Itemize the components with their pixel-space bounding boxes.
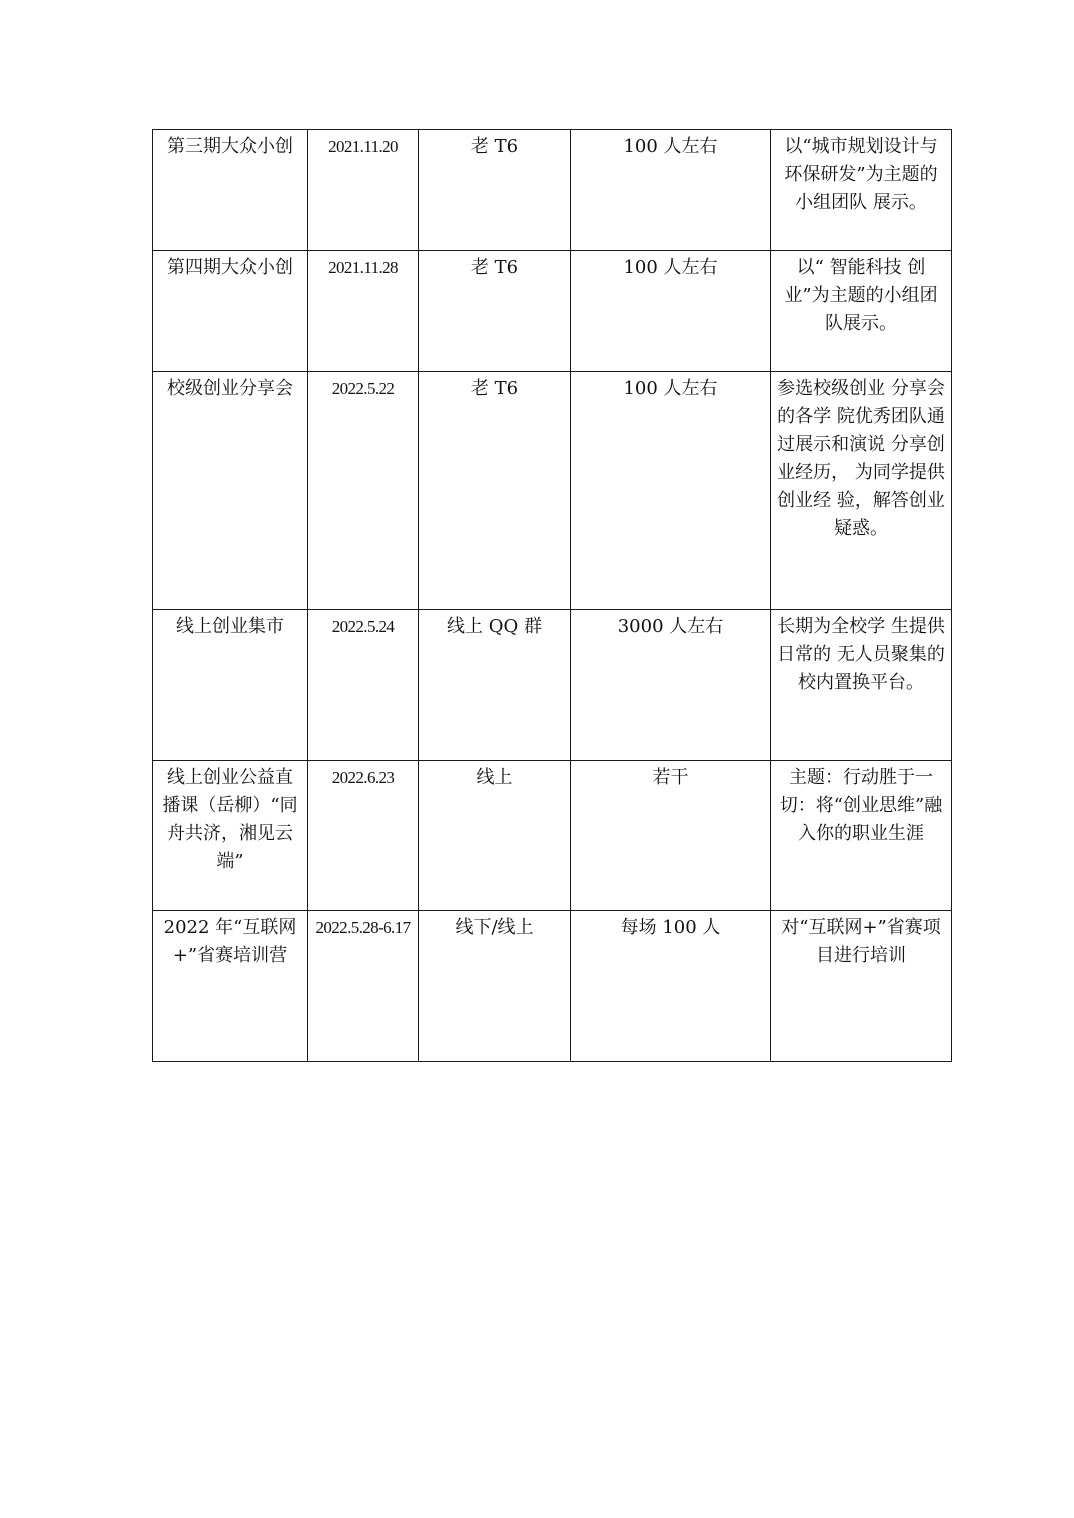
activity-name: 第四期大众小创	[167, 257, 293, 278]
activity-name-cell	[153, 911, 308, 1062]
activity-attendance-cell	[571, 130, 771, 251]
activity-venue-cell	[419, 911, 571, 1062]
activity-name: 线上创业集市	[176, 616, 284, 637]
activity-attendance: 若干	[652, 767, 689, 788]
activity-attendance: 100 人左右	[623, 257, 718, 278]
activity-description: 以“ 智能科技 创业”为主题的小组团队展示。	[784, 257, 938, 334]
activity-venue: 老 T6	[470, 257, 519, 278]
activity-description-cell	[771, 251, 952, 372]
activity-attendance-cell	[571, 911, 771, 1062]
activity-date-cell	[308, 911, 419, 1062]
activity-name: 线上创业公益直播课（岳柳）“同舟共济，湘见云端”	[162, 767, 298, 872]
activity-attendance-cell	[571, 610, 771, 761]
table-row	[153, 761, 952, 911]
activity-date-cell	[308, 372, 419, 610]
activity-date-cell	[308, 251, 419, 372]
activity-name-cell	[153, 130, 308, 251]
activity-venue-cell	[419, 761, 571, 911]
activity-date: 2022.5.24	[331, 617, 395, 636]
activity-attendance: 3000 人左右	[617, 616, 724, 637]
activity-venue-cell	[419, 610, 571, 761]
activity-venue: 老 T6	[470, 378, 519, 399]
activity-description: 以“城市规划设计与环保研发”为主题的小组团队 展示。	[784, 136, 938, 213]
activity-attendance: 100 人左右	[623, 136, 718, 157]
activity-venue: 线下/线上	[455, 917, 534, 938]
activity-date-cell	[308, 130, 419, 251]
activity-attendance: 每场 100 人	[620, 917, 721, 938]
activity-name-cell	[153, 372, 308, 610]
activity-venue: 线上	[476, 767, 513, 788]
activity-name: 校级创业分享会	[167, 378, 293, 399]
activity-table	[152, 129, 952, 1062]
activity-date-cell	[308, 761, 419, 911]
activity-date: 2022.5.22	[331, 379, 395, 398]
activity-description-cell	[771, 610, 952, 761]
activity-venue-cell	[419, 251, 571, 372]
table-row	[153, 130, 952, 251]
activity-date: 2021.11.28	[328, 258, 398, 277]
activity-venue: 线上 QQ 群	[447, 616, 542, 637]
activity-attendance-cell	[571, 251, 771, 372]
activity-date-cell	[308, 610, 419, 761]
activity-description-cell	[771, 130, 952, 251]
activity-description: 主题：行动胜于一切：将“创业思维”融入你的职业生涯	[779, 767, 943, 844]
table-row	[153, 911, 952, 1062]
activity-name-cell	[153, 761, 308, 911]
activity-description-cell	[771, 372, 952, 610]
table-row	[153, 372, 952, 610]
activity-date: 2022.6.23	[331, 768, 395, 787]
table-row	[153, 610, 952, 761]
activity-attendance-cell	[571, 372, 771, 610]
activity-venue: 老 T6	[470, 136, 519, 157]
activity-date: 2022.5.28-6.17	[315, 918, 411, 937]
activity-venue-cell	[419, 372, 571, 610]
activity-name-cell	[153, 251, 308, 372]
activity-description-cell	[771, 761, 952, 911]
activity-description-cell	[771, 911, 952, 1062]
activity-description: 长期为全校学 生提供日常的 无人员聚集的 校内置换平台。	[777, 616, 945, 693]
activity-name: 第三期大众小创	[167, 136, 293, 157]
table-row	[153, 251, 952, 372]
activity-description: 参选校级创业 分享会的各学 院优秀团队通 过展示和演说 分享创业经历， 为同学提供创业经 验，解答创业疑惑。	[777, 378, 945, 539]
activity-venue-cell	[419, 130, 571, 251]
activity-name: 2022 年“互联网+”省赛培训营	[163, 917, 297, 966]
activity-description: 对“互联网+”省赛项目进行培训	[781, 917, 941, 966]
activity-date: 2021.11.20	[328, 137, 398, 156]
activity-attendance: 100 人左右	[623, 378, 718, 399]
activity-attendance-cell	[571, 761, 771, 911]
activity-name-cell	[153, 610, 308, 761]
